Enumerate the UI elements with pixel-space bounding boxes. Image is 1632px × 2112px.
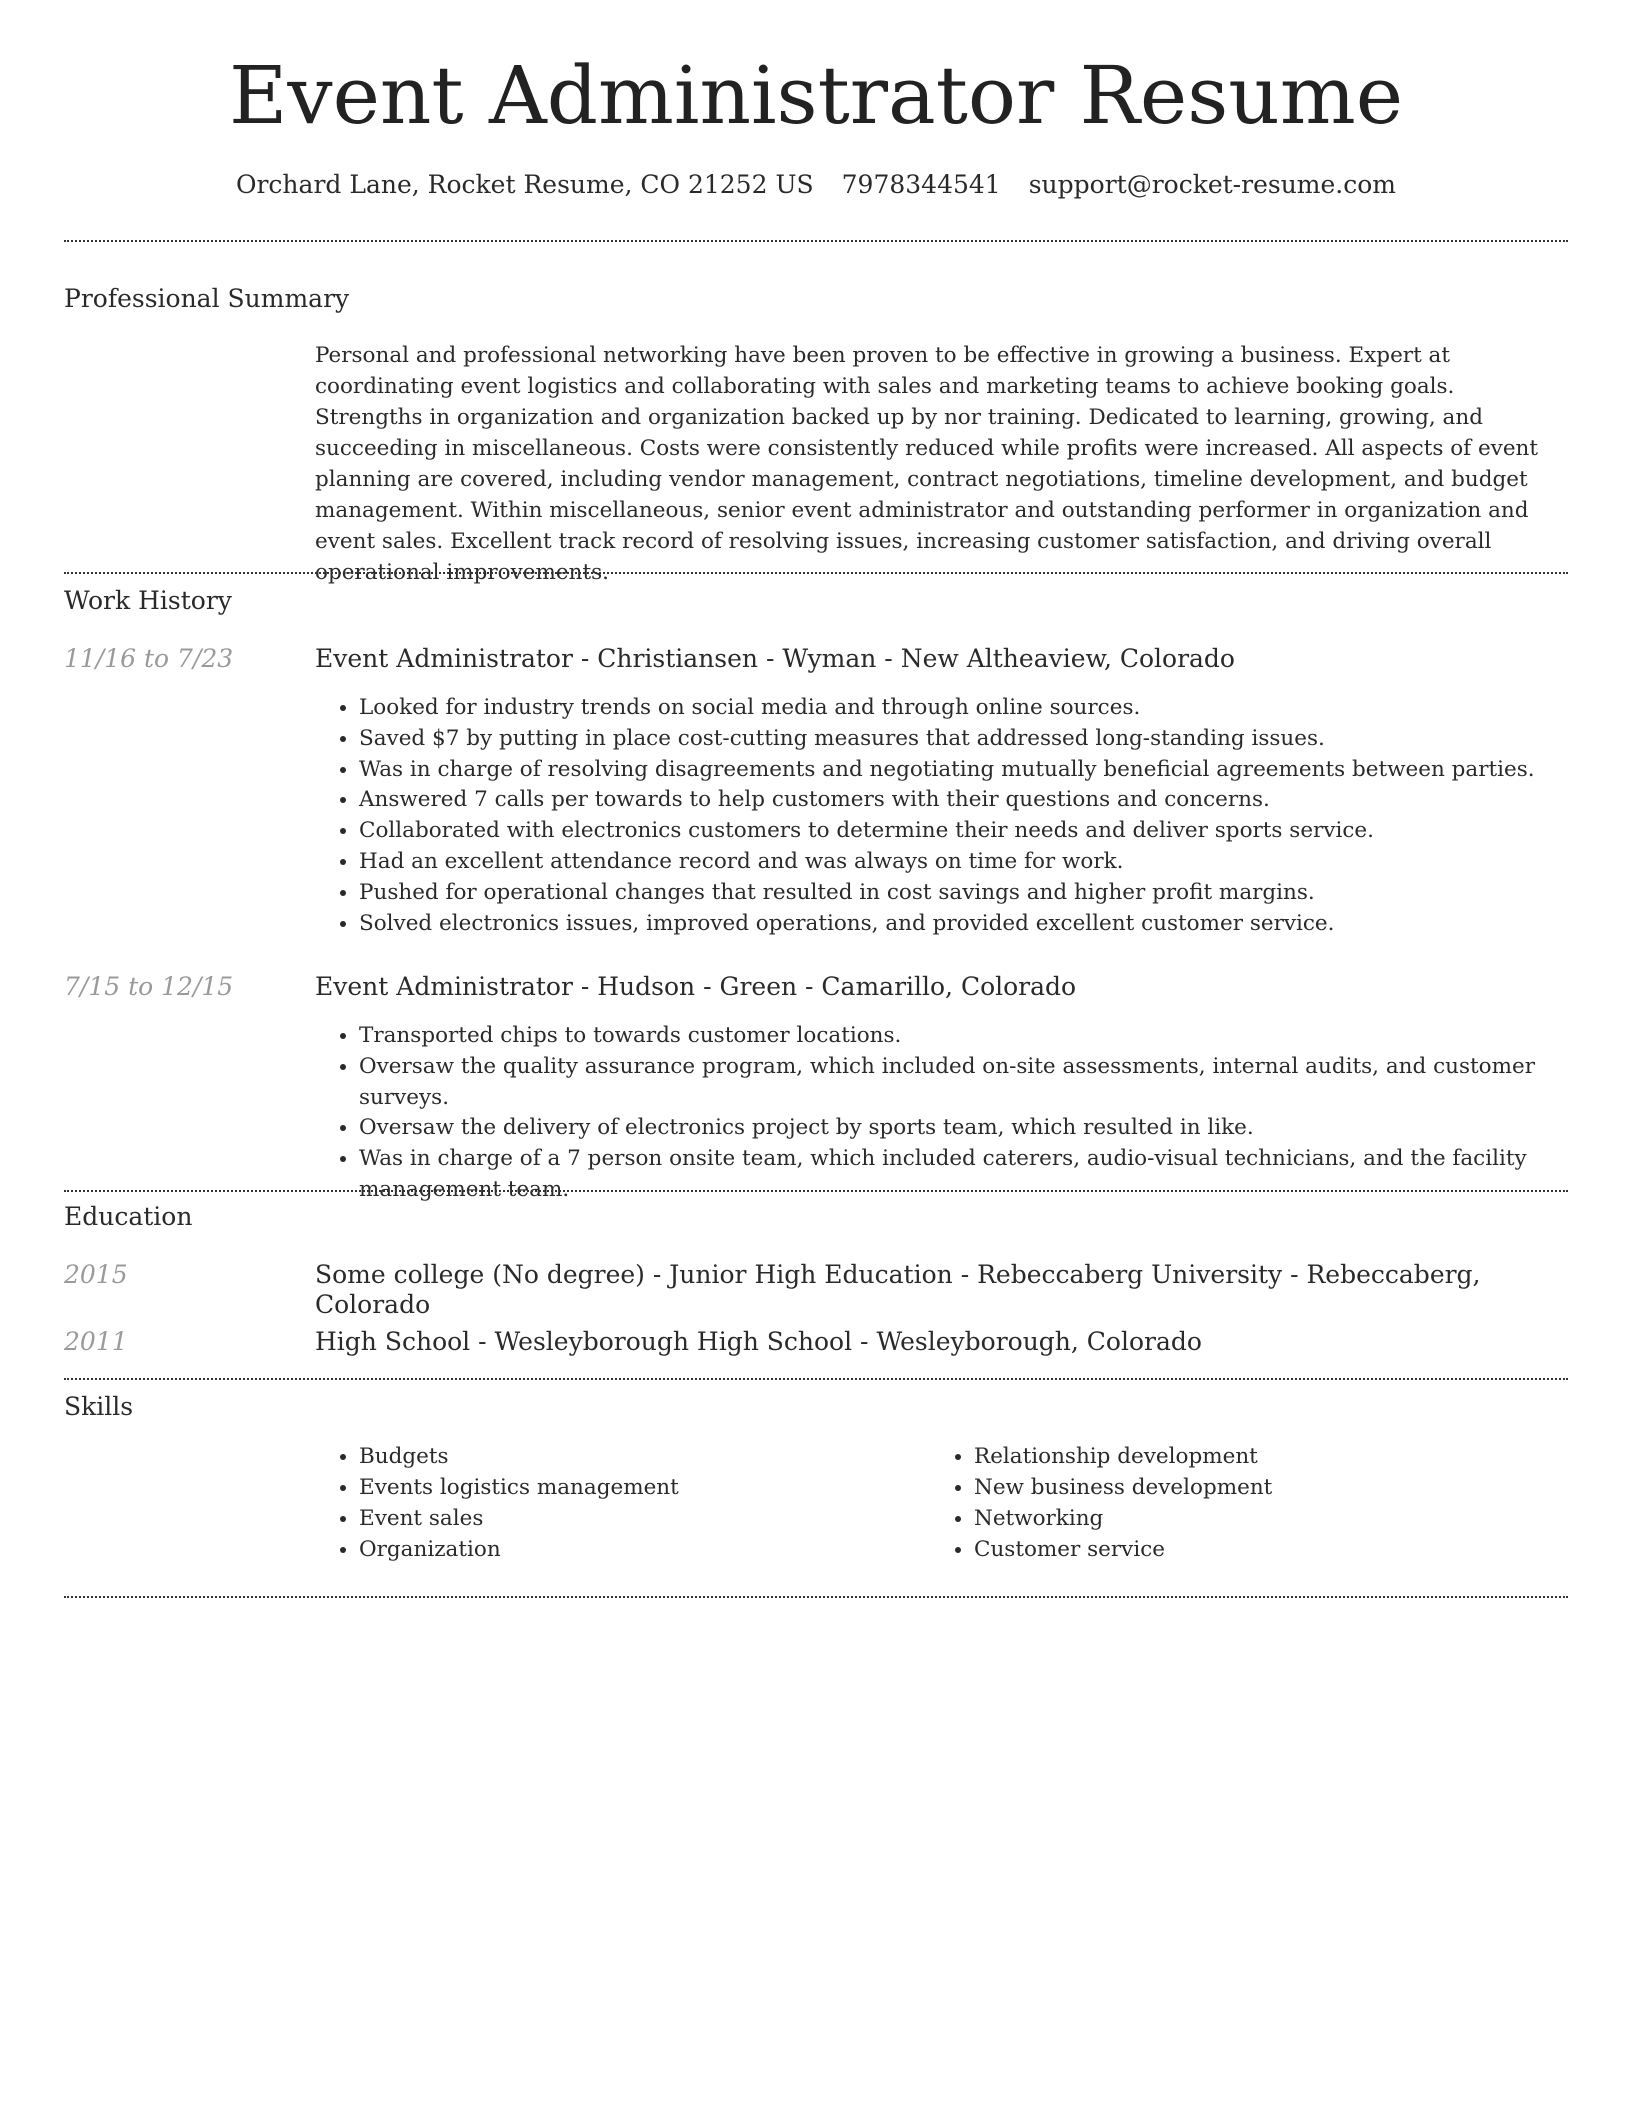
list-item: • Events logistics management [359,1472,919,1503]
summary-text: Personal and professional networking have been proven to be effective in growing a business. Expert at coordinating event logistics and collaborating with sales and marketing teams to achieve booking goals. Strengths in organization and organization backed up by nor training. Dedicated to learning, growing, and succeeding in miscellaneous. Costs were consistently reduced while profits were increased. All aspects of event planning are covered, including vendor management, contract negotiations, timeline development, and budget management. Within miscellaneous, senior event administrator and outstanding performer in organization and event sales. Excellent track record of resolving issues, increasing customer satisfaction, and driving overall operational improvements. [315,343,1539,585]
education-degree: Some college (No degree) - Junior High Education [315,1260,953,1289]
job-dates: 7/15 to 12/15 [64,972,234,1001]
divider [64,240,1568,242]
list-item: • Relationship development [974,1441,1534,1472]
job-title: Event Administrator [315,972,573,1001]
job-employer-location: - Hudson - Green - Camarillo, Colorado [572,972,1077,1001]
section-heading-education: Education [64,1202,193,1231]
list-item: • Budgets [359,1441,919,1472]
contact-email: support@rocket-resume.com [1028,170,1397,199]
list-item: • Saved $7 by putting in place cost-cutting measures that addressed long-standing issues. [359,724,1579,755]
list-item: • Looked for industry trends on social media and through online sources. [359,693,1579,724]
list-item: • Oversaw the delivery of electronics project by sports team, which resulted in like. [359,1113,1579,1144]
job-heading [315,972,1568,1002]
list-item: • Was in charge of a 7 person onsite team, which included caterers, audio-visual technicians, and the facility management team. [359,1144,1579,1206]
list-item: • Organization [359,1534,919,1565]
list-item: • Event sales [359,1503,919,1534]
divider [64,1596,1568,1598]
list-item: • Transported chips to towards customer locations. [359,1021,1579,1052]
list-item: • Had an excellent attendance record and was always on time for work. [359,847,1579,878]
section-heading-summary: Professional Summary [64,284,350,313]
job-title: Event Administrator [315,644,573,673]
job-duties-list [315,693,1579,939]
education-school-location: - Rebeccaberg University - Rebeccaberg, Colorado [315,1260,1481,1319]
job-employer-location: - Christiansen - Wyman - New Altheaview, Colorado [572,644,1235,673]
contact-address: Orchard Lane, Rocket Resume, CO 21252 US [235,170,814,199]
education-year: 2015 [64,1260,128,1289]
list-item: • Oversaw the quality assurance program, which included on-site assessments, internal audits, and customer surveys. [359,1052,1579,1114]
job-heading [315,644,1568,674]
education-entry [315,1260,1568,1320]
list-item: • Pushed for operational changes that resulted in cost savings and higher profit margins. [359,878,1579,909]
list-item: • Collaborated with electronics customers to determine their needs and deliver sports service. [359,816,1579,847]
list-item: • New business development [974,1472,1534,1503]
contact-line [64,170,1568,200]
job-dates: 11/16 to 7/23 [64,644,234,673]
list-item: • Was in charge of resolving disagreements and negotiating mutually beneficial agreements between parties. [359,755,1579,786]
list-item: • Solved electronics issues, improved operations, and provided excellent customer service. [359,909,1579,940]
resume-title: Event Administrator Resume [228,49,1404,142]
list-item: • Customer service [974,1534,1534,1565]
divider [64,1378,1568,1380]
contact-phone: 7978344541 [841,170,1001,199]
section-heading-work-history: Work History [64,586,232,615]
education-school-location: - Wesleyborough High School - Wesleyborough, Colorado [470,1327,1202,1356]
list-item: • Answered 7 calls per towards to help customers with their questions and concerns. [359,785,1579,816]
list-item: • Networking [974,1503,1534,1534]
divider [64,1190,1568,1192]
education-year: 2011 [64,1327,128,1356]
education-entry [315,1327,1568,1357]
education-degree: High School [315,1327,471,1356]
skills-list-left [315,1441,919,1565]
skills-list-right [930,1441,1534,1565]
divider [64,572,1568,574]
job-duties-list [315,1021,1579,1206]
section-heading-skills: Skills [64,1392,134,1421]
